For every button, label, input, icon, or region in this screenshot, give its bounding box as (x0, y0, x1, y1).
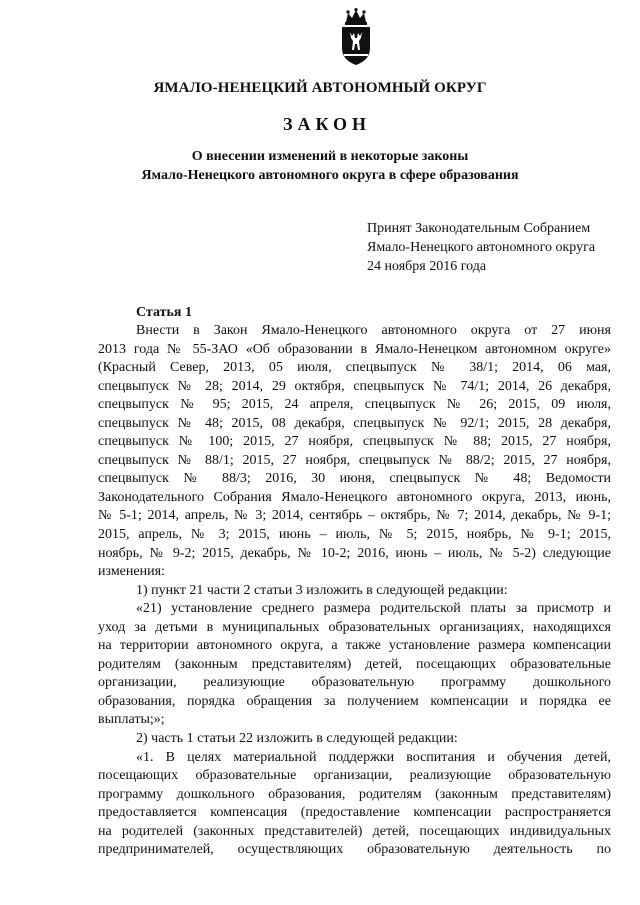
article-title: Статья 1 (136, 305, 192, 320)
article-line: ноябрь, № 9-2; 2015, декабрь, № 10-2; 2016, июнь – июль, № 5-2) следующие (98, 545, 611, 561)
article-line: Законодательного Собрания Ямало-Ненецкого автономного округа, 2013, июнь, (98, 489, 611, 505)
law-subject-line-2: Ямало-Ненецкого автономного округа в сфере образования (141, 168, 519, 183)
region-heading: ЯМАЛО-НЕНЕЦКИЙ АВТОНОМНЫЙ ОКРУГ (153, 80, 487, 96)
article-line: 1) пункт 21 части 2 статьи 3 изложить в следующей редакции: (136, 582, 508, 598)
article-line: спецвыпуск № 95; 2015, 24 апреля, спецвыпуск № 26; 2015, 09 июля, (98, 397, 611, 413)
article-line: посещающих образовательные организации, реализующие образовательную (98, 768, 611, 784)
article-line: 2) часть 1 статьи 22 изложить в следующей редакции: (136, 731, 458, 747)
article-line: спецвыпуск № 48; 2015, 08 декабря, спецвыпуск № 92/1; 2015, 28 декабря, (98, 415, 611, 431)
coat-of-arms-emblem (338, 8, 374, 66)
article-line: спецвыпуск № 100; 2015, 27 ноября, спецвыпуск № 88; 2015, 27 ноября, (98, 434, 611, 450)
article-line: «21) установление среднего размера родительской платы за присмотр и (136, 601, 611, 617)
article-body (98, 322, 611, 860)
article-line: 2013 года № 55-ЗАО «Об образовании в Ямало-Ненецком автономном округе» (98, 341, 611, 357)
article-line: спецвыпуск № 28; 2014, 29 октября, спецвыпуск № 74/1; 2014, 26 декабря, (98, 378, 611, 394)
article-line: спецвыпуск № 88/3; 2016, 30 июня, спецвыпуск № 48; Ведомости (98, 471, 611, 487)
article-line: предоставляется компенсация (предоставление компенсации распространяется (98, 805, 611, 821)
adoption-block (367, 219, 595, 276)
article-line: уход за детьми в муниципальных образовательных организациях, находящихся (98, 619, 611, 635)
article-line: на территории автономного округа, а также установление размера компенсации (98, 638, 611, 654)
article-line: спецвыпуск № 88/1; 2015, 27 ноября, спецвыпуск № 88/2; 2015, 27 ноября, (98, 452, 611, 468)
article-line: «1. В целях материальной поддержки воспитания и обучения детей, (136, 749, 611, 765)
law-heading: ЗАКОН (282, 114, 372, 134)
article-line: (Красный Север, 2013, 05 июля, спецвыпуск № 38/1; 2014, 06 мая, (98, 360, 611, 376)
law-subject-line-1: О внесении изменений в некоторые законы (191, 149, 469, 164)
adoption-line-2: Ямало-Ненецкого автономного округа (367, 240, 596, 255)
law-subject (0, 147, 640, 185)
article-line: 2015, апрель, № 3; 2015, июнь – июль, № 5; 2015, ноябрь, № 9-1; 2015, (98, 527, 611, 543)
adoption-date: 24 ноября 2016 года (367, 259, 487, 274)
article-line: Внести в Закон Ямало-Ненецкого автономного округа от 27 июня (136, 323, 611, 338)
article-line: организации, реализующие образовательную программу дошкольного (98, 675, 611, 691)
article-line: на родителей (законных представителей) детей, посещающих индивидуальных (98, 823, 611, 839)
article-line: № 5-1; 2014, апрель, № 3; 2014, сентябрь – октябрь, № 7; 2014, декабрь, № 9-1; (98, 508, 611, 524)
adoption-line-1: Принят Законодательным Собранием (367, 221, 591, 236)
article-line: выплаты;»; (98, 712, 165, 728)
article-line: предпринимателей, осуществляющих образовательную деятельность по (98, 842, 611, 858)
article-line: родителям (законным представителям) детей, посещающих образовательные (98, 656, 611, 672)
article-line: образования, порядка обращения за получением компенсации и порядка ее (98, 693, 611, 709)
article-line: программу дошкольного образования, родителям (законным представителям) (98, 786, 611, 802)
article-line: изменения: (98, 564, 165, 580)
